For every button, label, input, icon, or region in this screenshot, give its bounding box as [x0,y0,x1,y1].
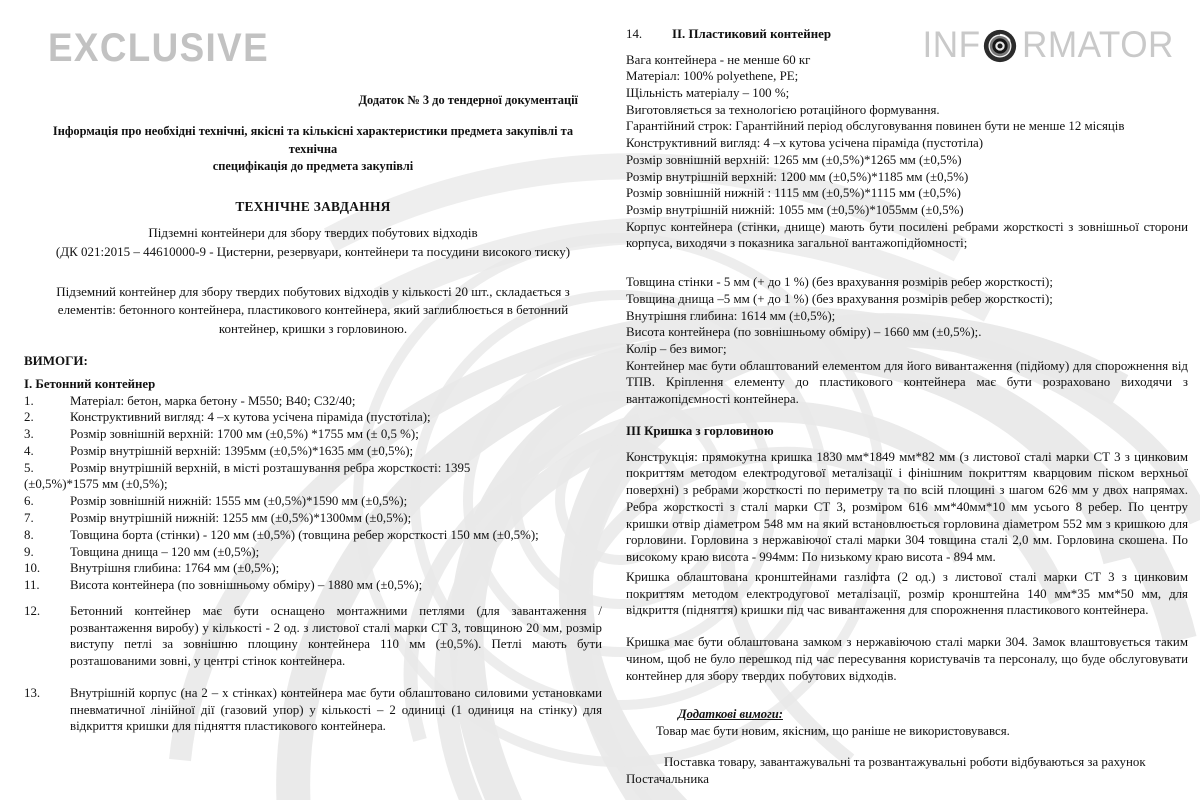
spec-line: Товщина днища –5 мм (+ до 1 %) (без врахування розмірів ребер жорсткості); [626,291,1053,306]
item-text: Розмір зовнішній верхній: 1700 мм (±0,5%) *1755 мм (± 0,5 %); [70,427,419,442]
item-number: 1. [24,393,34,408]
intro-line1: Підземний контейнер для збору твердих побутових відходів у кількості 20 шт., складається з [56,284,570,300]
item-text: Висота контейнера (по зовнішньому обміру) – 1880 мм (±0,5%); [70,578,423,593]
delivery-terms-line2: Постачальника [626,772,710,787]
item-text: Товщина борта (стінки) - 120 мм (±0,5%) (товщина ребер жорсткості 150 мм (±0,5%); [70,527,539,542]
additional-requirements-heading: Додаткові вимоги: [678,707,783,722]
section-iii-paragraph-2: Кришка облаштована кронштейнами газліфта (2 од.) з листової сталі марки СТ 3 з цинковим покриттям методом електродугової металізації, розмір кронштейна 140 мм*35 мм*50 мм, для відкриття (підняття) кришки під час вивантаження для спорожнення пластикового контейнера. [626,569,1188,618]
spec-line: Щільність матеріалу – 100 %; [626,86,790,101]
requirement-item-continuation: (±0,5%)*1575 мм (±0,5%); [24,477,168,492]
requirement-item-12 [24,603,602,670]
spec-line: Розмір зовнішній верхній: 1265 мм (±0,5%)*1265 мм (±0,5%) [626,152,962,167]
requirement-item [24,460,602,477]
intro-line3: контейнер, кришки з горловиною. [218,320,408,336]
item-number: 11. [24,578,40,593]
requirement-item [24,544,602,561]
item-number: 8. [24,527,34,542]
informator-logo-prefix: INF [922,24,981,65]
item-text: Конструктивний вигляд: 4 –х кутова усічена піраміда (пустотіла); [70,410,431,425]
item-text: Внутрішній корпус (на 2 – х стінках) контейнера має бути облаштовано силовими установками пневматичної лінійної дії (газовий упор) у кількості – 2 одиниці (1 одиниця на стінку) для відкриття кришки для підняття пластикового контейнера. [70,685,602,734]
document-subtitle-line2: специфікація до предмета закупівлі [212,159,414,174]
item-text: Розмір внутрішній нижній: 1255 мм (±0,5%)*1300мм (±0,5%); [70,511,412,525]
spec-line: Конструктивний вигляд: 4 –х кутова усічена піраміда (пустотіла) [626,136,984,151]
item-number: 2. [24,410,34,425]
section-ii-title: II. Пластиковий контейнер [672,27,832,41]
document-title-sub-line2: (ДК 021:2015 – 44610000-9 - Цистерни, резервуари, контейнери та посудини високого тиску) [55,243,571,259]
requirement-item-13 [24,685,602,735]
requirement-item [24,493,602,510]
item-number: 10. [24,561,41,576]
camera-eye-icon [983,29,1017,63]
intro-line2: елементів: бетонного контейнера, пластикового контейнера, який заглиблюється в бетонний [57,302,569,318]
right-column [626,0,1188,788]
section-iii-paragraph-3: Кришка має бути облаштована замком з нержавіючою сталі марки 304. Замок влаштовується таким чином, щоб не було перешкод під час пересування користувачів та персоналу, що буде обслуговувати контейнер для збору твердих побутових відходів. [626,635,1188,683]
delivery-terms-line1: Поставка товару, завантажувальні та розвантажувальні роботи відбуваються за рахунок [664,755,1146,770]
requirement-item [24,443,602,460]
section-iii-title: III Кришка з горловиною [626,424,774,439]
item-text: Товщина днища – 120 мм (±0,5%); [70,544,260,559]
requirement-item [24,560,602,577]
requirement-item [24,426,602,443]
spec-line: Внутрішня глибина: 1614 мм (±0,5%); [626,308,836,323]
item-text: Бетонний контейнер має бути оснащено монтажними петлями (для завантаження /розвантаження виробу) у кількості - 2 од. з листової сталі марки СТ 3, товщиною 20 мм, розмір виступу петлі за зовнішню площину контейнера 110 мм (±0,5%). Петлі мають бути розташованими зовні, у центрі стінок контейнера. [70,603,602,669]
spec-line: Вага контейнера - не менше 60 кг [626,52,811,67]
spec-line: Розмір внутрішній верхній: 1200 мм (±0,5%)*1185 мм (±0,5%) [626,169,969,184]
spec-line: Виготовляється за технологією ротаційного формування. [626,102,940,117]
item-number: 3. [24,427,34,442]
spec-line: Колір – без вимог; [626,342,727,357]
item-text: Матеріал: бетон, марка бетону - М550; В40; С32/40; [70,393,356,408]
item-number: 5. [24,460,34,475]
item-number: 4. [24,443,34,458]
item-text: Внутрішня глибина: 1764 мм (±0,5%); [70,561,280,576]
item-number: 14. [626,27,643,41]
document-subtitle-line1: Інформація про необхідні технічні, якісні та кількісні характеристики предмета закупівлі та технічна [52,124,574,156]
section-ii-closing-paragraph: Контейнер має бути облаштований елементом для його вивантаження (підйому) для спорожнення від ТПВ. Кріплення елементу до пластикового контейнера має бути розраховано виходячи з вантажопідємності контейнера. [626,358,1188,407]
item-number: 9. [24,544,34,559]
page-title: ТЕХНІЧНЕ ЗАВДАННЯ [235,198,391,214]
section-ii-body-paragraph: Корпус контейнера (стінки, днище) мають бути посилені ребрами жорсткості з зовнішньої сторони корпуса, виходячи з показника загальної вантажопідйомності; [626,219,1188,251]
spec-line: Розмір зовнішній нижній : 1115 мм (±0,5%)*1115 мм (±0,5%) [626,186,961,201]
item-text: Розмір зовнішній нижній: 1555 мм (±0,5%)*1590 мм (±0,5%); [70,494,408,509]
document-reference: Додаток № 3 до тендерної документації [358,93,578,107]
spec-line: Висота контейнера (по зовнішньому обміру) – 1660 мм (±0,5%);. [626,325,982,340]
spec-line: Матеріал: 100% polyethene, PE; [626,69,799,84]
requirement-item [24,393,602,410]
section-iii-paragraph-1: Конструкція: прямокутна кришка 1830 мм*1849 мм*82 мм (з листової сталі марки СТ 3 з цинковим покриттям методом електродугової металізації і фінішним покриттям кварцовим піском верхньої поверхні) з ребрами жорсткості по периметру та по всій площині з шагом 626 мм у двох напрямах. Ребра жорсткості з сталі марки СТ 3, розміром 616 мм*40мм*10 мм усього 8 ребер. По центру кришки отвір діаметром 548 мм на який встановлюється горловина діаметром 552 мм з кришкою для горловини. Горловина з нержавіючої сталі марки 304 товщина сталі 2,0 мм. Горловина скошена. По високому краю висота - 994мм: По низькому краю висота - 894 мм. [626,449,1188,565]
left-column [24,0,602,735]
item-text: Розмір внутрішній верхній, в місті розташування ребра жорсткості: 1395 [70,460,471,475]
requirement-item [24,577,602,594]
requirement-item [24,510,602,527]
additional-requirements-text: Товар має бути новим, якісним, що раніше не використовувався. [656,723,1010,738]
requirements-heading: ВИМОГИ: [24,353,88,369]
requirement-item [24,409,602,426]
item-text: Розмір внутрішній верхній: 1395мм (±0,5%)*1635 мм (±0,5%); [70,443,414,458]
document-title-sub-line1: Підземні контейнери для збору твердих побутових відходів [148,225,478,241]
item-number: 7. [24,511,34,525]
informator-logo [921,26,1178,63]
item-number: 13. [24,685,41,700]
spec-line: Товщина стінки - 5 мм (+ до 1 %) (без врахування розмірів ребер жорсткості); [626,275,1053,290]
spec-line: Розмір внутрішній нижній: 1055 мм (±0,5%)*1055мм (±0,5%) [626,202,964,217]
exclusive-watermark-logo: EXCLUSIVE [48,26,270,70]
item-number: 6. [24,494,34,509]
item-number: 12. [24,603,41,618]
spec-line: Гарантійний строк: Гарантійний період обслуговування повинен бути не менше 12 місяців [626,119,1125,134]
requirement-item [24,527,602,544]
informator-logo-suffix: RMATOR [1022,24,1175,65]
section-i-title: I. Бетонний контейнер [24,377,156,392]
